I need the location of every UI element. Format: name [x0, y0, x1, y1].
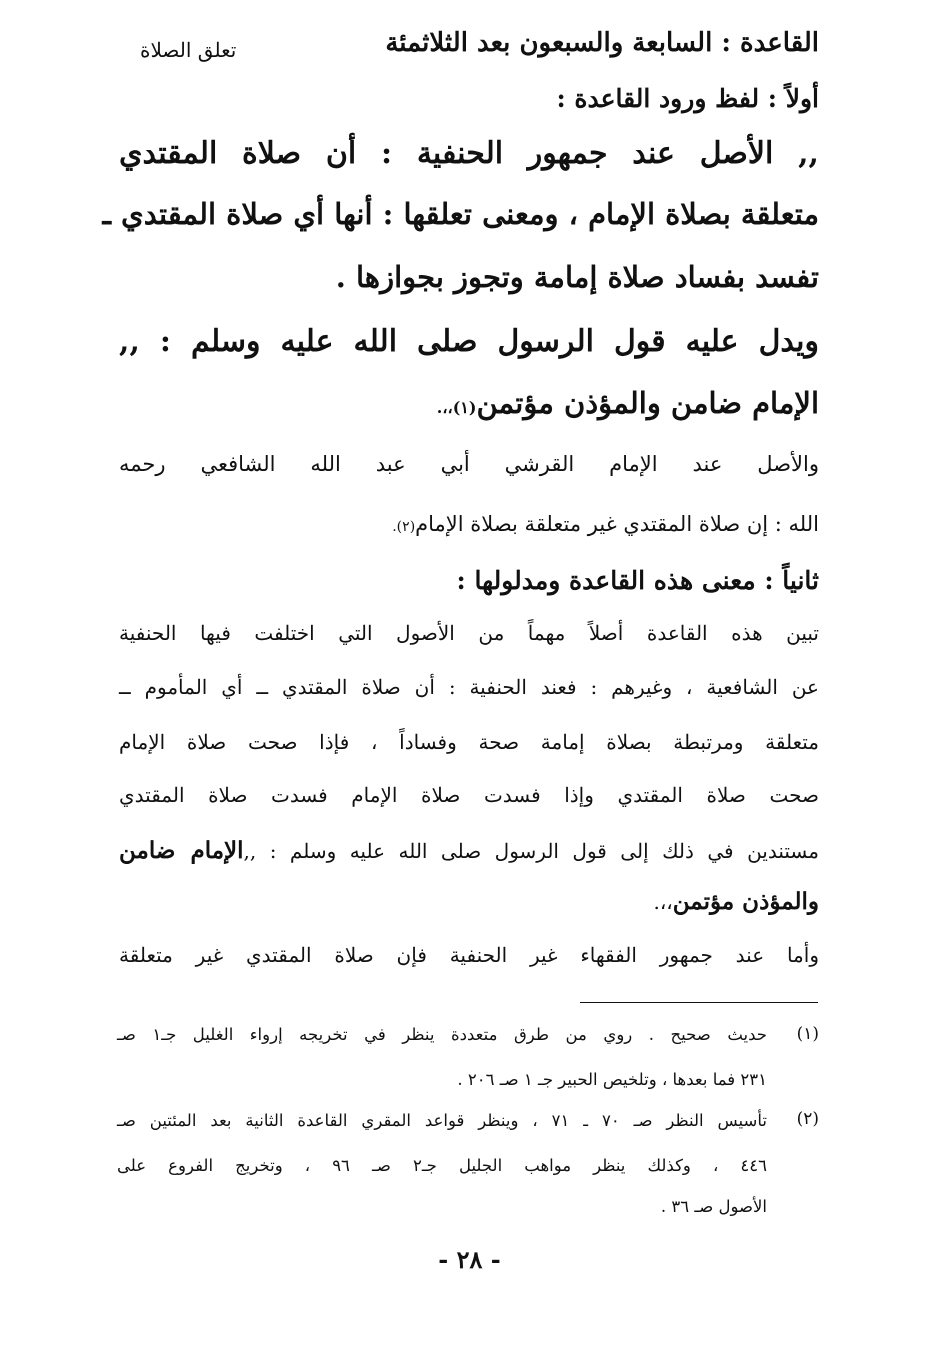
footnote-2-line-3: الأصول صـ ٣٦ .	[660, 1197, 767, 1216]
page-number: - ٢٨ -	[438, 1245, 501, 1274]
chapter-title: تعلق الصلاة	[140, 38, 237, 62]
hadith-inline-1: الإمام ضامن	[119, 837, 244, 864]
footnote-2-line-2: ٤٤٦ ، وكذلك ينظر مواهب الجليل جـ٢ صـ ٩٦ ، وتخريج الفروع على	[117, 1156, 767, 1175]
shafii-line-2	[119, 512, 819, 536]
meaning-line-5-text: مستندين في ذلك إلى قول الرسول صلى الله عليه وسلم : ,,	[243, 839, 819, 863]
evidence-line-2	[119, 386, 819, 420]
footnote-ref-1: (١)،،.	[436, 398, 477, 417]
meaning-line-5	[119, 837, 819, 864]
evidence-line-1: ويدل عليه قول الرسول صلى الله عليه وسلم : ,,	[119, 324, 819, 359]
meaning-line-3: متعلقة ومرتبطة بصلاة إمامة صحة وفساداً ، فإذا صحت صلاة الإمام	[119, 730, 819, 754]
meaning-line-4: صحت صلاة المقتدي وإذا فسدت صلاة الإمام فسدت صلاة المقتدي	[119, 783, 819, 807]
footnote-ref-2: (٢).	[392, 519, 416, 535]
meaning-line-7: وأما عند جمهور الفقهاء غير الحنفية فإن صلاة المقتدي غير متعلقة	[119, 943, 819, 967]
footnote-1-line-1: حديث صحيح . روي من طرق متعددة ينظر في تخريجه إرواء الغليل جـ١ صـ	[117, 1025, 767, 1044]
meaning-line-1: تبين هذه القاعدة أصلاً مهماً من الأصول التي اختلفت فيها الحنفية	[119, 621, 819, 645]
section-heading-wording: أولاً : لفظ ورود القاعدة :	[556, 84, 819, 113]
section-heading-meaning: ثانياً : معنى هذه القاعدة ومدلولها :	[456, 566, 819, 595]
shafii-line-1: والأصل عند الإمام القرشي أبي عبد الله الشافعي رحمه	[119, 452, 819, 476]
rule-title: القاعدة : السابعة والسبعون بعد الثلاثمئة	[385, 28, 819, 58]
quote-line-1: ,, الأصل عند جمهور الحنفية : أن صلاة المقتدي	[119, 136, 819, 171]
footnote-number-1: (١)	[796, 1024, 819, 1044]
footnote-2-line-1: تأسيس النظر صـ ٧٠ ـ ٧١ ، وينظر قواعد المقري القاعدة الثانية بعد المئتين صـ	[117, 1111, 767, 1130]
meaning-line-2: عن الشافعية ، وغيرهم : فعند الحنفية : أن صلاة المقتدي ــ أي المأموم ــ	[119, 675, 819, 699]
hadith-text: الإمام ضامن والمؤذن مؤتمن	[476, 386, 819, 420]
quote-close: ،،.	[653, 890, 673, 914]
footnote-separator	[580, 1002, 818, 1003]
quote-line-2: متعلقة بصلاة الإمام ، ومعنى تعلقها : أنها أي صلاة المقتدي ـ	[102, 197, 819, 231]
meaning-line-6	[119, 888, 819, 915]
footnote-number-2: (٢)	[796, 1109, 819, 1129]
hadith-inline-2: والمؤذن مؤتمن	[672, 888, 819, 915]
quote-line-3: تفسد بفساد صلاة إمامة وتجوز بجوازها .	[335, 260, 819, 294]
footnote-1-line-2: ٢٣١ فما بعدها ، وتلخيص الحبير جـ ١ صـ ٢٠٦ .	[457, 1070, 767, 1089]
shafii-text: الله : إن صلاة المقتدي غير متعلقة بصلاة الإمام	[415, 512, 819, 536]
